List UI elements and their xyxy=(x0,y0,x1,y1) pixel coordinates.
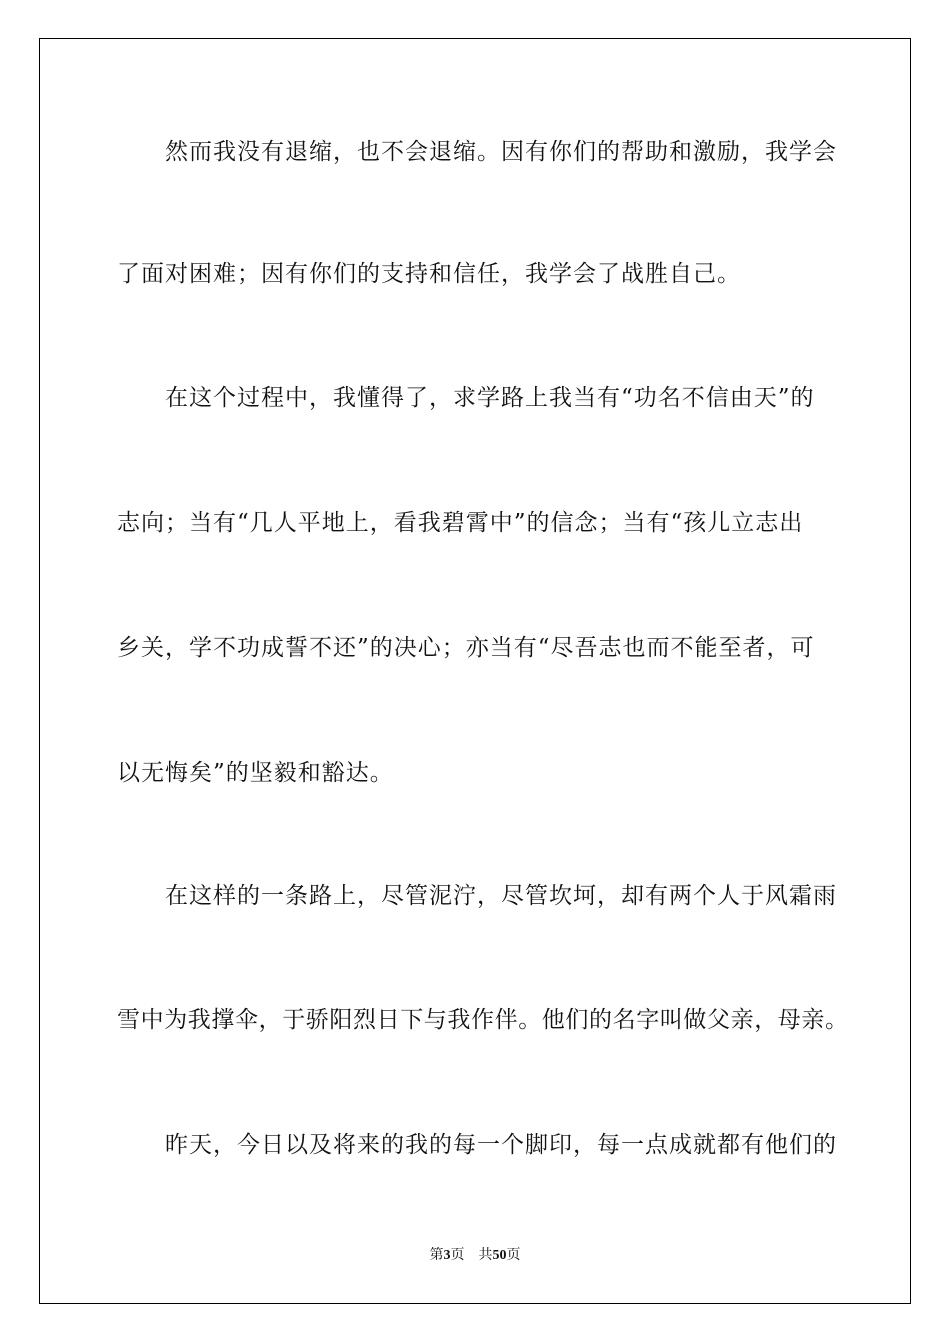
page-suffix: 页 xyxy=(450,1248,465,1263)
page-footer xyxy=(0,1247,950,1265)
text-line-8: 雪中为我撑伞，于骄阳烈日下与我作伴。他们的名字叫做父亲，母亲。 xyxy=(117,1007,849,1033)
text-line-3: 在这个过程中，我懂得了，求学路上我当有“功名不信由天”的 xyxy=(165,385,815,411)
text-line-5: 乡关，学不功成誓不还”的决心；亦当有“尽吾志也而不能至者，可 xyxy=(117,635,815,661)
page-prefix: 第 xyxy=(429,1248,444,1263)
total-suffix: 页 xyxy=(506,1248,521,1263)
page-number: 3 xyxy=(443,1248,451,1263)
text-line-7: 在这样的一条路上，尽管泥泞，尽管坎坷，却有两个人于风霜雨 xyxy=(165,883,837,909)
text-line-2: 了面对困难；因有你们的支持和信任，我学会了战胜自己。 xyxy=(117,261,741,287)
text-line-9: 昨天，今日以及将来的我的每一个脚印，每一点成就都有他们的 xyxy=(165,1132,837,1158)
text-line-4: 志向；当有“几人平地上，看我碧霄中”的信念；当有“孩儿立志出 xyxy=(117,510,804,536)
page-border xyxy=(39,38,911,1304)
text-line-1: 然而我没有退缩，也不会退缩。因有你们的帮助和激励，我学会 xyxy=(165,139,837,165)
total-prefix: 共 xyxy=(478,1248,493,1263)
total-pages: 50 xyxy=(492,1248,507,1263)
text-line-6: 以无悔矣”的坚毅和豁达。 xyxy=(117,760,394,786)
